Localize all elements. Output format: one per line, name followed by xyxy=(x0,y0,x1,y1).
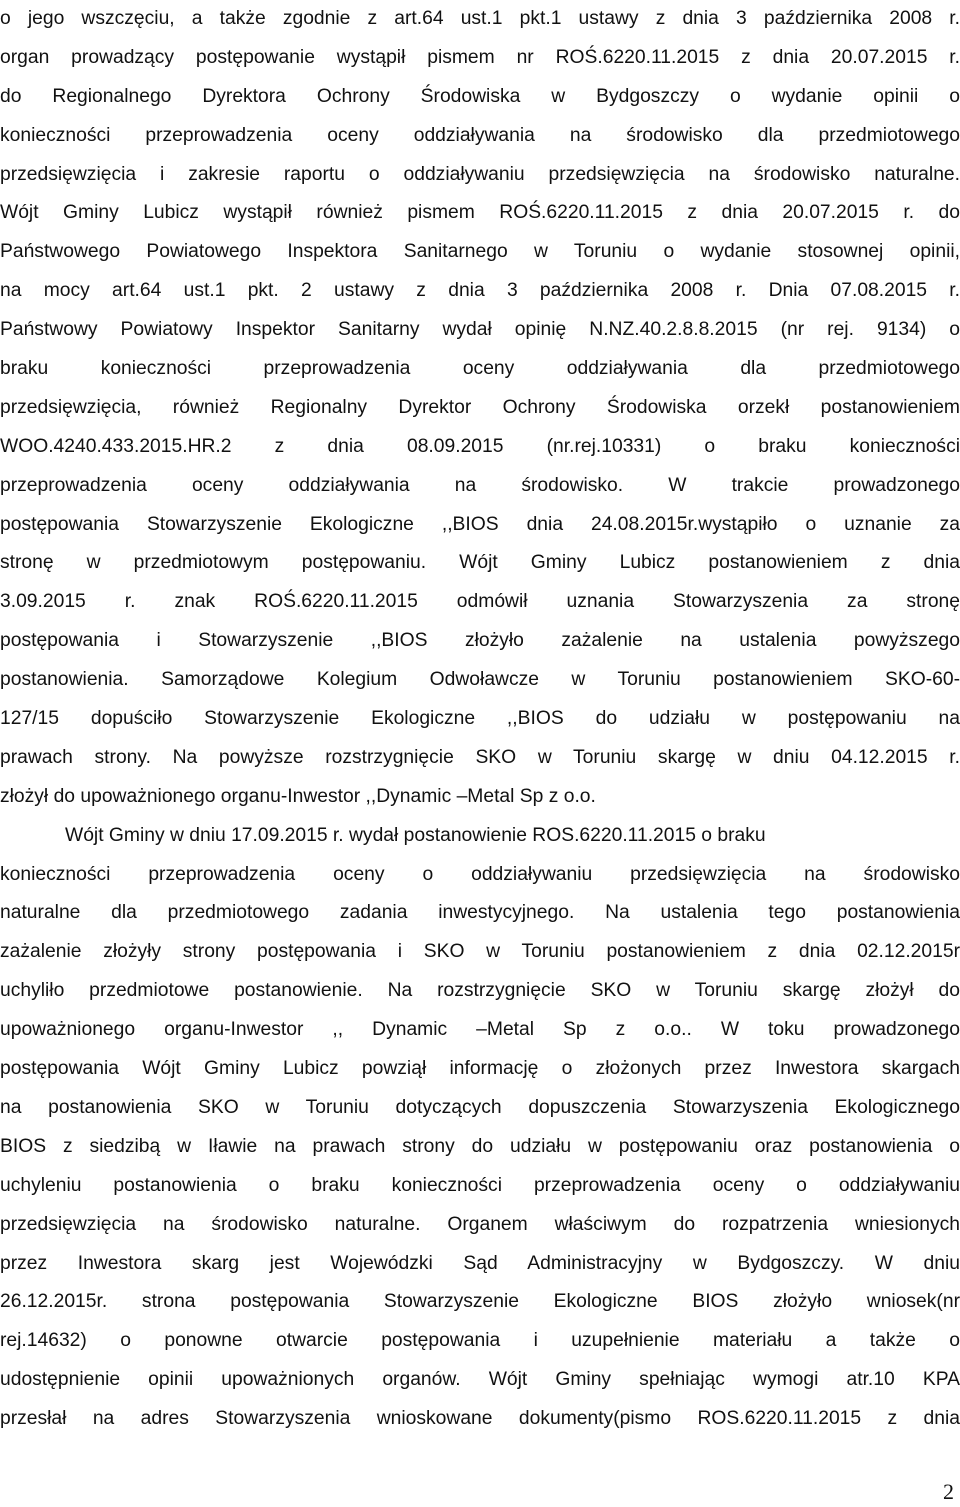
text-line: przedsięwzięcia na środowisko naturalne. Organem właściwym do rozpatrzenia wniesionych xyxy=(0,1213,960,1235)
text-line: prawach strony. Na powyższe rozstrzygnięcie SKO w Toruniu skargę w dniu 04.12.2015 r. xyxy=(0,746,960,768)
text-line: konieczności przeprowadzenia oceny oddziaływania na środowisko dla przedmiotowego xyxy=(0,124,960,146)
text-line: złożył do upoważnionego organu-Inwestor ,,Dynamic –Metal Sp z o.o. xyxy=(0,785,596,807)
text-line: konieczności przeprowadzenia oceny o oddziaływaniu przedsięwzięcia na środowisko xyxy=(0,863,960,885)
text-line: postanowienia. Samorządowe Kolegium Odwoławcze w Toruniu postanowieniem SKO-60- xyxy=(0,669,960,691)
text-line: postępowania Stowarzyszenie Ekologiczne ,,BIOS dnia 24.08.2015r.wystąpiło o uznanie za xyxy=(0,513,960,535)
page-number: 2 xyxy=(943,1479,954,1504)
text-line: przesłał na adres Stowarzyszenia wnioskowane dokumenty(pismo ROS.6220.11.2015 z dnia xyxy=(0,1408,960,1430)
text-line: postępowania Wójt Gminy Lubicz powziął informację o złożonych przez Inwestora skargach xyxy=(0,1058,960,1080)
text-line: 26.12.2015r. strona postępowania Stowarzyszenie Ekologiczne BIOS złożyło wniosek(nr xyxy=(0,1291,960,1313)
text-line: rej.14632) o ponowne otwarcie postępowania i uzupełnienie materiału a także o xyxy=(0,1330,960,1352)
text-line: 127/15 dopuściło Stowarzyszenie Ekologiczne ,,BIOS do udziału w postępowaniu na xyxy=(0,708,960,730)
text-line: upoważnionego organu-Inwestor ,, Dynamic –Metal Sp z o.o.. W toku prowadzonego xyxy=(0,1019,960,1041)
text-line: Państwowego Powiatowego Inspektora Sanitarnego w Toruniu o wydanie stosownej opinii, xyxy=(0,241,960,263)
text-line: stronę w przedmiotowym postępowaniu. Wójt Gminy Lubicz postanowieniem z dnia xyxy=(0,552,960,574)
text-line: Wójt Gminy Lubicz wystąpił również pismem ROŚ.6220.11.2015 z dnia 20.07.2015 r. do xyxy=(0,202,960,224)
text-line: braku konieczności przeprowadzenia oceny oddziaływania dla przedmiotowego xyxy=(0,358,960,380)
text-line: przez Inwestora skarg jest Wojewódzki Sąd Administracyjny w Bydgoszczy. W dniu xyxy=(0,1252,960,1274)
text-line: BIOS z siedzibą w Iławie na prawach strony do udziału w postępowaniu oraz postanowienia o xyxy=(0,1135,960,1157)
text-line: na mocy art.64 ust.1 pkt. 2 ustawy z dnia 3 października 2008 r. Dnia 07.08.2015 r. xyxy=(0,280,960,302)
text-line: uchyliło przedmiotowe postanowienie. Na rozstrzygnięcie SKO w Toruniu skargę złożył do xyxy=(0,980,960,1002)
text-line: udostępnienie opinii upoważnionych organów. Wójt Gminy spełniając wymogi atr.10 KPA xyxy=(0,1369,960,1391)
text-line: przedsięwzięcia, również Regionalny Dyrektor Ochrony Środowiska orzekł postanowieniem xyxy=(0,396,960,418)
text-line: uchyleniu postanowienia o braku konieczności przeprowadzenia oceny o oddziaływaniu xyxy=(0,1174,960,1196)
text-line: o jego wszczęciu, a także zgodnie z art.64 ust.1 pkt.1 ustawy z dnia 3 października 2008 r. xyxy=(0,8,960,29)
text-line: na postanowienia SKO w Toruniu dotyczących dopuszczenia Stowarzyszenia Ekologicznego xyxy=(0,1096,960,1118)
text-line: 3.09.2015 r. znak ROŚ.6220.11.2015 odmówił uznania Stowarzyszenia za stronę xyxy=(0,591,960,613)
text-line: Wójt Gminy w dniu 17.09.2015 r. wydał postanowienie ROS.6220.11.2015 o braku xyxy=(65,824,766,846)
text-line: postępowania i Stowarzyszenie ,,BIOS złożyło zażalenie na ustalenia powyższego xyxy=(0,630,960,652)
text-line: naturalne dla przedmiotowego zadania inwestycyjnego. Na ustalenia tego postanowienia xyxy=(0,902,960,924)
text-line: zażalenie złożyły strony postępowania i SKO w Toruniu postanowieniem z dnia 02.12.2015r xyxy=(0,941,960,963)
text-line: organ prowadzący postępowanie wystąpił pismem nr ROŚ.6220.11.2015 z dnia 20.07.2015 r. xyxy=(0,46,960,68)
text-line: przeprowadzenia oceny oddziaływania na środowisko. W trakcie prowadzonego xyxy=(0,474,960,496)
text-line: Państwowy Powiatowy Inspektor Sanitarny wydał opinię N.NZ.40.2.8.8.2015 (nr rej. 9134) o xyxy=(0,319,960,341)
text-line: WOO.4240.433.2015.HR.2 z dnia 08.09.2015 (nr.rej.10331) o braku konieczności xyxy=(0,435,960,457)
text-line: przedsięwzięcia i zakresie raportu o oddziaływaniu przedsięwzięcia na środowisko naturalne. xyxy=(0,163,960,185)
text-line: do Regionalnego Dyrektora Ochrony Środowiska w Bydgoszczy o wydanie opinii o xyxy=(0,85,960,107)
